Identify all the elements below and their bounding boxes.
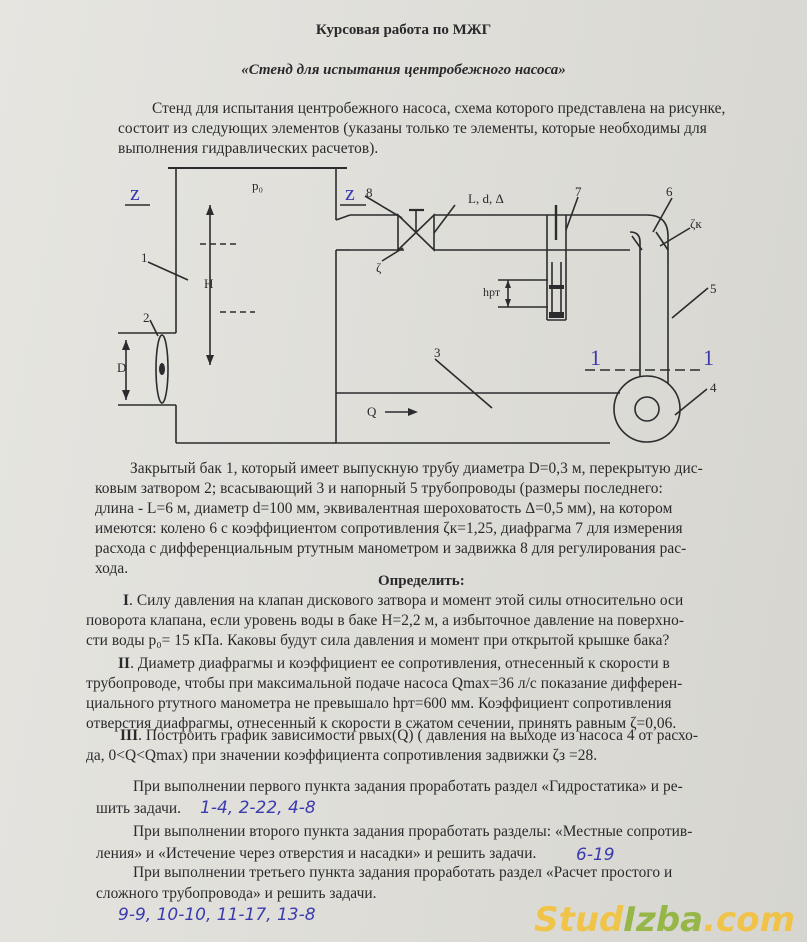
task-1-number: I: [123, 592, 130, 609]
page-title: Курсовая работа по МЖГ: [315, 22, 492, 38]
task-1-line: I. Силу давления на клапан дискового затвора и момент этой силы относительно оси: [123, 592, 684, 609]
label-7: 7: [575, 184, 582, 199]
task-2-number: II: [118, 655, 131, 672]
task-3-number: III: [120, 727, 139, 744]
label-4: 4: [710, 380, 717, 395]
label-1: 1: [141, 250, 148, 265]
description-line: длина - L=6 м, диаметр d=100 мм, эквивалентная шероховатость Δ=0,5 мм), на котором: [95, 500, 673, 517]
task-line: сти воды p₀= 15 кПа. Каковы будут сила давления и момент при открытой крышке бака?: [86, 632, 670, 649]
label-zeta-k: ζк: [690, 216, 702, 231]
task-line: да, 0<Q<Qmax) при значении коэффициента сопротивления задвижки ζз =28.: [86, 747, 598, 764]
description-line: ковым затвором 2; всасывающий 3 и напорный 5 трубопроводы (размеры последнего:: [95, 480, 663, 497]
label-zeta: ζ: [376, 260, 382, 275]
intro-line: состоит из следующих элементов (указаны только те элементы, которые необходимы для: [118, 120, 707, 137]
instruction-line: При выполнении третьего пункта задания проработать раздел «Расчет простого и: [133, 864, 673, 881]
task-3-line: III. Построить график зависимости pвых(Q) ( давления на выходе из насоса 4 от расхо-: [120, 727, 699, 744]
label-Q: Q: [367, 404, 377, 419]
label-L-d-delta: L, d, Δ: [468, 191, 504, 206]
instruction-line: сложного трубопровода» и решить задачи.: [96, 885, 377, 902]
label-3: 3: [434, 345, 441, 360]
label-h-rt: hрт: [483, 285, 501, 299]
task-line: отверстия диафрагмы, отнесенный к скорости в сжатом сечении, принять равным ζ=0,06.: [86, 715, 677, 732]
page-subtitle: «Стенд для испытания центробежного насоса»: [241, 62, 566, 78]
determine-heading: Определить:: [378, 573, 465, 589]
intro-line: Стенд для испытания центробежного насоса, схема которого представлена на рисунке,: [152, 100, 726, 117]
label-H: H: [204, 276, 214, 291]
description-line: имеются: колено 6 с коэффициентом сопротивления ζк=1,25, диафрагма 7 для измерения: [95, 520, 683, 537]
task-line: поворота клапана, если уровень воды в баке H=2,2 м, а избыточное давление на поверхно-: [86, 612, 685, 629]
label-z-left: z: [130, 180, 140, 205]
label-p0: p₀: [252, 178, 264, 193]
label-section-right: 1: [703, 345, 714, 370]
instruction-line: шить задачи.: [96, 800, 182, 817]
task-line: циального ртутного манометра не превышало hрт=600 мм. Коэффициент сопротивления: [86, 695, 672, 712]
instruction-line: При выполнении второго пункта задания проработать разделы: «Местные сопротив-: [133, 823, 693, 840]
watermark-logo: StudIzba.com: [534, 900, 795, 940]
description-line: Закрытый бак 1, который имеет выпускную трубу диаметра D=0,3 м, перекрытую дис-: [130, 460, 703, 477]
task-line: трубопроводе, чтобы при максимальной подаче насоса Qmax=36 л/с показание дифферен-: [86, 675, 683, 692]
label-8: 8: [366, 185, 373, 200]
label-section-left: 1: [590, 345, 601, 370]
handwritten-task3: 9-9, 10-10, 11-17, 13-8: [118, 905, 316, 925]
label-2: 2: [143, 310, 150, 325]
task-2-line: II. Диаметр диафрагмы и коэффициент ее сопротивления, отнесенный к скорости в: [118, 655, 670, 672]
description-line: хода.: [95, 560, 129, 577]
intro-line: выполнения гидравлических расчетов).: [118, 140, 379, 157]
label-D: D: [117, 360, 127, 375]
pump-test-stand-diagram: [0, 0, 807, 470]
handwritten-task1: 1-4, 2-22, 4-8: [200, 798, 316, 818]
label-5: 5: [710, 281, 717, 296]
instruction-line: При выполнении первого пункта задания проработать раздел «Гидростатика» и ре-: [133, 778, 683, 795]
handwritten-task2: 6-19: [576, 845, 615, 865]
description-line: расхода с дифференциальным ртутным манометром и задвижка 8 для регулирования рас-: [95, 540, 687, 557]
instruction-line: ления» и «Истечение через отверстия и насадки» и решить задачи.: [96, 845, 537, 862]
label-z-right: z: [345, 180, 355, 205]
label-6: 6: [666, 184, 673, 199]
